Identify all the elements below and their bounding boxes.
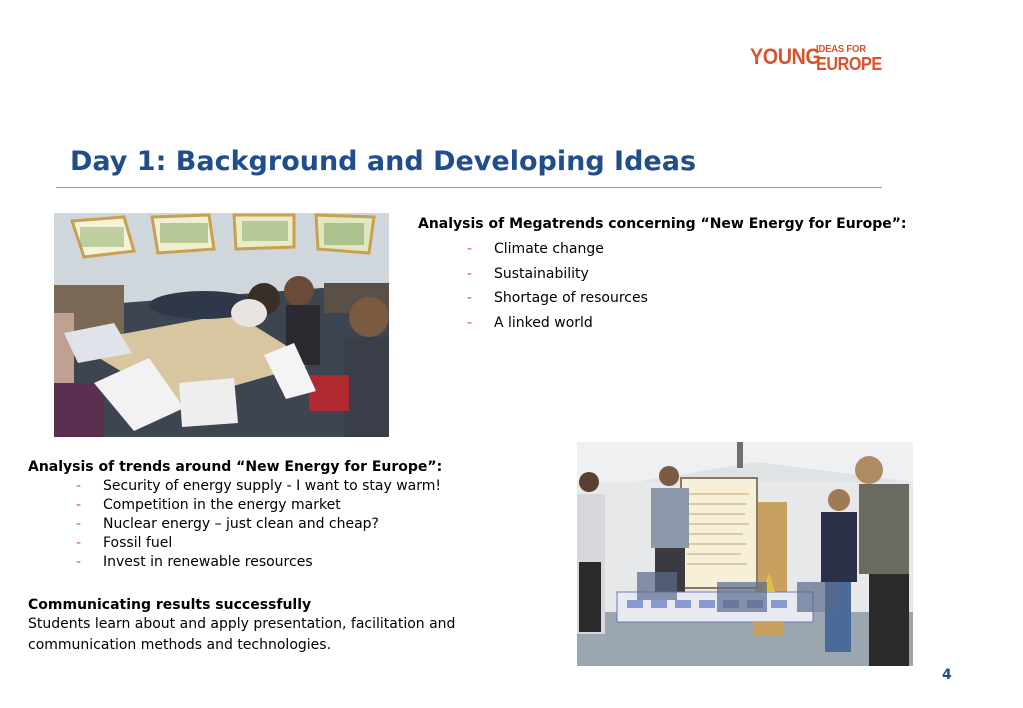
logo-ideas-for-text: IDEAS FOR	[816, 43, 866, 55]
list-item: - Shortage of resources	[467, 290, 648, 307]
dash-bullet: -	[76, 554, 82, 570]
dash-bullet: -	[467, 241, 473, 257]
slide-title: Day 1: Background and Developing Ideas	[70, 146, 697, 177]
results-description-line: communication methods and technologies.	[28, 637, 332, 653]
students-presentation-photo	[577, 442, 913, 666]
results-heading: Communicating results successfully	[28, 597, 312, 613]
dash-bullet: -	[467, 265, 473, 282]
list-item: - Climate change	[467, 241, 604, 257]
list-item: - Security of energy supply - I want to stay warm!	[76, 478, 441, 494]
dash-bullet: -	[76, 497, 82, 513]
list-item: - Invest in renewable resources	[76, 554, 313, 570]
dash-bullet: -	[76, 535, 82, 551]
logo-young-text: YOUNG	[750, 44, 821, 69]
young-ideas-for-europe-logo	[750, 42, 880, 76]
dash-bullet: -	[467, 314, 473, 331]
list-item: - Nuclear energy – just clean and cheap?	[76, 516, 379, 532]
list-item: - A linked world	[467, 314, 593, 331]
results-description	[28, 614, 548, 656]
megatrends-list	[467, 240, 988, 338]
trends-section	[28, 459, 548, 572]
trends-list	[76, 477, 548, 572]
list-item: - Sustainability	[467, 265, 589, 282]
page-number: 4	[942, 667, 952, 683]
logo-europe-text: EUROPE	[816, 54, 882, 74]
dash-bullet: -	[76, 478, 82, 494]
students-workshop-photo	[54, 213, 389, 437]
trends-heading: Analysis of trends around “New Energy for Europe”:	[28, 459, 443, 475]
results-description-line: Students learn about and apply presentation, facilitation and	[28, 616, 456, 632]
megatrends-section	[418, 216, 988, 338]
dash-bullet: -	[76, 516, 82, 532]
dash-bullet: -	[467, 290, 473, 307]
list-item: - Fossil fuel	[76, 535, 173, 551]
list-item: - Competition in the energy market	[76, 497, 341, 513]
results-section	[28, 597, 548, 656]
megatrends-heading: Analysis of Megatrends concerning “New Energy for Europe”:	[418, 216, 907, 232]
title-divider	[56, 187, 882, 188]
